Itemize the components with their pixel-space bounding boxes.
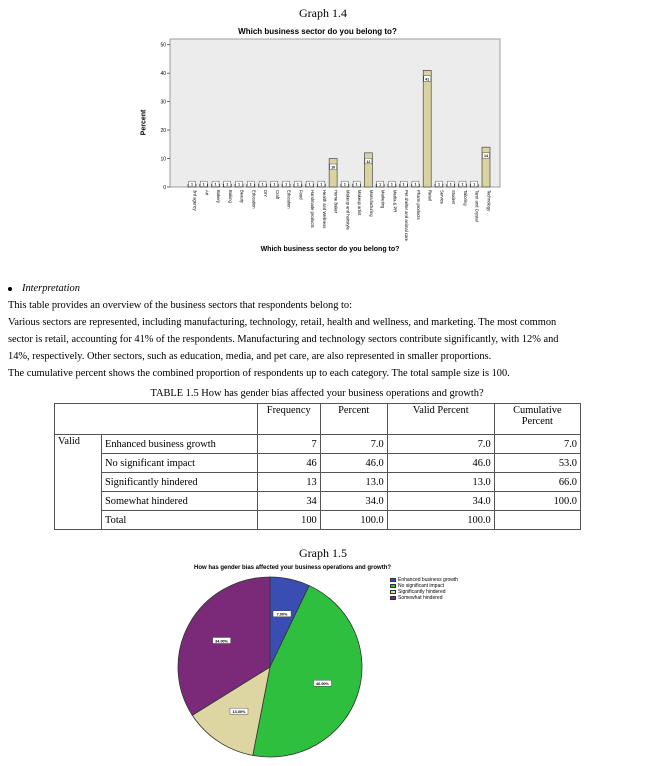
cell-cumulative: 66.0 [494, 473, 580, 492]
y-tick-label: 40 [160, 71, 166, 78]
data-label: 1 [449, 182, 452, 187]
cell-frequency: 100 [257, 511, 320, 530]
interp-line-2: Various sectors are represented, including manufacturing, technology, retail, health and wellness, and marketing. The most common [8, 317, 557, 328]
data-label: 1 [249, 182, 252, 187]
x-tick-label: Manufacturing [368, 190, 374, 217]
data-label: 1 [202, 182, 205, 187]
cell-cumulative: 100.0 [494, 492, 580, 511]
cell-valid-percent: 13.0 [387, 473, 494, 492]
cell-cumulative: 7.0 [494, 435, 580, 454]
legend-swatch [390, 584, 396, 588]
x-tick-label: Education [286, 190, 292, 209]
data-label: 1 [379, 182, 382, 187]
bar [329, 159, 337, 187]
data-label: 1 [414, 182, 417, 187]
row-label: Enhanced business growth [102, 435, 258, 454]
cell-valid-percent: 34.0 [387, 492, 494, 511]
x-tick-label: Baking [227, 190, 233, 203]
legend-item: Enhanced business growth [390, 577, 458, 583]
legend-item: Significantly hindered [390, 589, 458, 595]
data-label: 10 [331, 165, 336, 170]
legend-item: No significant impact [390, 583, 458, 589]
table-row [55, 454, 581, 473]
y-tick-label: 10 [160, 156, 166, 163]
cell-frequency: 7 [257, 435, 320, 454]
pie-chart-title: How has gender bias affected your business operations and growth? [194, 565, 392, 571]
x-tick-label: Craft [274, 190, 280, 200]
data-label: 41 [425, 77, 430, 82]
interpretation-section [8, 280, 640, 382]
graph-1-5-caption: Graph 1.5 [299, 546, 347, 560]
bar [423, 70, 431, 187]
data-label: 1 [355, 182, 358, 187]
data-label: 14 [484, 154, 488, 159]
row-label: Total [102, 511, 258, 530]
row-label: Somewhat hindered [102, 492, 258, 511]
data-label: 1 [285, 182, 288, 187]
bar [364, 153, 372, 187]
x-tick-label: Retail [427, 190, 433, 201]
x-tick-label: Makeup and hairstyle [345, 190, 351, 230]
x-tick-label: Media & PR [392, 190, 398, 213]
x-tick-label: Pet shelter and animal care [404, 190, 410, 241]
x-tick-label: Health and Wellness [321, 190, 327, 229]
legend-swatch [390, 590, 396, 594]
graph-1-4-caption: Graph 1.4 [299, 6, 347, 20]
y-tick-label: 0 [163, 185, 166, 191]
frequency-table [54, 403, 581, 530]
x-tick-label: Makeup artist [357, 190, 363, 216]
x-tick-label: Pharm products [415, 190, 421, 220]
cell-percent: 34.0 [320, 492, 387, 511]
row-label: No significant impact [102, 454, 258, 473]
data-label: 1 [296, 182, 299, 187]
data-label: 12 [366, 159, 371, 164]
data-label: 1 [473, 182, 476, 187]
data-label: 1 [402, 182, 405, 187]
interp-line-5: The cumulative percent shows the combined proportion of respondents up to each category. The total sample size is 100. [8, 368, 510, 379]
y-tick-label: 30 [160, 99, 166, 106]
table-header-row [55, 404, 581, 435]
table-row [55, 511, 581, 530]
data-label: 1 [273, 182, 276, 187]
x-tick-label: Education [251, 190, 257, 209]
x-tick-label: Marketing [380, 190, 386, 209]
col-valid-percent: Valid Percent [387, 404, 494, 435]
x-tick-label: 3rd agency [192, 190, 198, 211]
pie-chart [170, 575, 390, 760]
bar-chart-title: Which business sector do you belong to? [238, 27, 397, 36]
cell-cumulative [494, 511, 580, 530]
data-label: 1 [191, 182, 193, 187]
bar-chart-xlabel: Which business sector do you belong to? [260, 246, 400, 253]
x-tick-label: Art [204, 190, 210, 196]
x-tick-label: Handmade products [310, 190, 316, 228]
bar-chart-ylabel: Percent [140, 109, 148, 136]
x-tick-label: Service [439, 190, 445, 204]
data-label: 1 [390, 182, 393, 187]
slice-label: 13.00% [232, 709, 246, 714]
slice-label: 7.00% [276, 612, 288, 617]
x-tick-label: Home Baker [333, 190, 339, 214]
x-tick-label: DIY [263, 190, 269, 197]
cell-percent: 13.0 [320, 473, 387, 492]
cell-frequency: 13 [257, 473, 320, 492]
x-tick-label: Beauty [239, 190, 245, 204]
y-tick-label: 20 [160, 128, 166, 135]
row-label: Significantly hindered [102, 473, 258, 492]
data-label: 1 [261, 182, 264, 187]
legend-item: Somewhat hindered [390, 595, 458, 601]
interp-line-3: sector is retail, accounting for 41% of the respondents. Manufacturing and technology sectors contribute significantly, with 12% and [8, 334, 559, 345]
col-percent: Percent [320, 404, 387, 435]
interp-line-1: This table provides an overview of the business sectors that respondents belong to: [8, 300, 352, 311]
cell-valid-percent: 100.0 [387, 511, 494, 530]
bar-chart [148, 36, 508, 256]
x-tick-label: Bakery [216, 190, 222, 204]
cell-percent: 7.0 [320, 435, 387, 454]
slice-label: 46.00% [316, 681, 329, 686]
data-label: 1 [320, 182, 323, 187]
cell-valid-percent: 46.0 [387, 454, 494, 473]
legend-swatch [390, 578, 396, 582]
pie-legend [390, 577, 458, 601]
data-label: 1 [343, 182, 346, 187]
data-label: 1 [308, 182, 311, 187]
data-label: 1 [461, 182, 464, 187]
table-caption: TABLE 1.5 How has gender bias affected your business operations and growth? [150, 388, 484, 399]
cell-valid-percent: 7.0 [387, 435, 494, 454]
data-label: 1 [214, 182, 217, 187]
table-row [55, 492, 581, 511]
group-label: Valid [55, 435, 102, 530]
cell-frequency: 34 [257, 492, 320, 511]
x-tick-label: Student [451, 190, 457, 205]
col-cumulative-percent: Cumulative Percent [494, 404, 580, 435]
cell-frequency: 46 [257, 454, 320, 473]
x-tick-label: Tarot and Crystal [474, 190, 480, 222]
table-row [55, 435, 581, 454]
cell-cumulative: 53.0 [494, 454, 580, 473]
col-frequency: Frequency [257, 404, 320, 435]
data-label: 1 [238, 182, 241, 187]
table-row [55, 473, 581, 492]
x-tick-label: Food [298, 190, 304, 200]
cell-percent: 46.0 [320, 454, 387, 473]
interpretation-heading: Interpretation [8, 280, 640, 297]
cell-percent: 100.0 [320, 511, 387, 530]
data-label: 1 [226, 182, 229, 187]
slice-label: 34.00% [215, 639, 229, 644]
interp-line-4: 14%, respectively. Other sectors, such as education, media, and pet care, are also represented in smaller proportions. [8, 351, 492, 362]
legend-swatch [390, 596, 396, 600]
data-label: 1 [437, 182, 440, 187]
y-tick-label: 50 [160, 42, 166, 49]
x-tick-label: Technology [486, 190, 492, 212]
x-tick-label: Tailoring [462, 190, 468, 206]
